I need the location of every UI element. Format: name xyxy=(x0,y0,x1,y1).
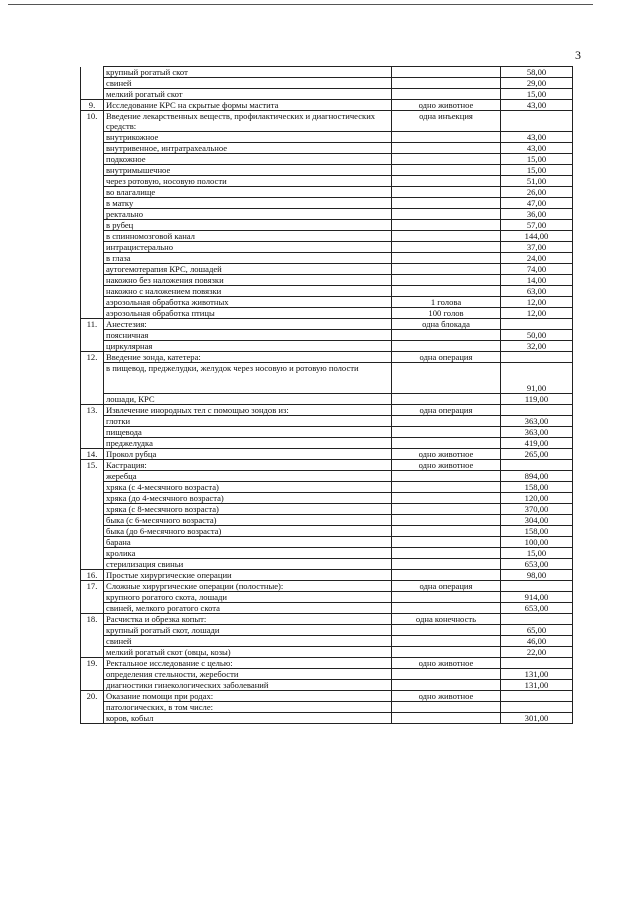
price-value: 914,00 xyxy=(501,592,573,603)
service-name: в рубец xyxy=(104,220,392,231)
service-name: внутривенное, интратрахеальное xyxy=(104,143,392,154)
row-number xyxy=(81,242,104,253)
price-value: 32,00 xyxy=(501,341,573,352)
row-number xyxy=(81,89,104,100)
row-number xyxy=(81,515,104,526)
service-name: диагностики гинекологических заболеваний xyxy=(104,680,392,691)
row-number xyxy=(81,416,104,427)
table-row xyxy=(81,220,573,231)
service-name: патологических, в том числе: xyxy=(104,702,392,713)
service-name: подкожное xyxy=(104,154,392,165)
row-number xyxy=(81,427,104,438)
service-name: Простые хирургические операции xyxy=(104,570,392,581)
service-name: хряка (до 4-месячного возраста) xyxy=(104,493,392,504)
row-number: 11. xyxy=(81,319,104,330)
unit-of-measure xyxy=(392,275,501,286)
unit-of-measure xyxy=(392,427,501,438)
row-number xyxy=(81,275,104,286)
service-name: коров, кобыл xyxy=(104,713,392,724)
price-value: 15,00 xyxy=(501,89,573,100)
unit-of-measure xyxy=(392,548,501,559)
price-value: 43,00 xyxy=(501,100,573,111)
price-value: 65,00 xyxy=(501,625,573,636)
row-number xyxy=(81,493,104,504)
row-number xyxy=(81,220,104,231)
service-name: пищевода xyxy=(104,427,392,438)
price-value: 158,00 xyxy=(501,482,573,493)
service-name: барана xyxy=(104,537,392,548)
table-row xyxy=(81,143,573,154)
row-number xyxy=(81,559,104,570)
table-row xyxy=(81,394,573,405)
row-number xyxy=(81,548,104,559)
service-name: крупного рогатого скота, лошади xyxy=(104,592,392,603)
price-value: 57,00 xyxy=(501,220,573,231)
service-name: Прокол рубца xyxy=(104,449,392,460)
table-row xyxy=(81,286,573,297)
service-name: свиней, мелкого рогатого скота xyxy=(104,603,392,614)
price-value: 15,00 xyxy=(501,548,573,559)
table-row xyxy=(81,67,573,78)
service-name: стерилизация свиньи xyxy=(104,559,392,570)
service-name: кролика xyxy=(104,548,392,559)
service-name: Введение зонда, катетера: xyxy=(104,352,392,363)
unit-of-measure: одна операция xyxy=(392,405,501,416)
service-name: Извлечение инородных тел с помощью зондов из: xyxy=(104,405,392,416)
unit-of-measure xyxy=(392,515,501,526)
row-number: 19. xyxy=(81,658,104,669)
price-value xyxy=(501,658,573,669)
unit-of-measure xyxy=(392,570,501,581)
row-number xyxy=(81,143,104,154)
table-row xyxy=(81,264,573,275)
service-name: хряка (с 8-месячного возраста) xyxy=(104,504,392,515)
table-row xyxy=(81,297,573,308)
service-name: мелкий рогатый скот xyxy=(104,89,392,100)
row-number xyxy=(81,482,104,493)
price-value: 894,00 xyxy=(501,471,573,482)
price-value: 43,00 xyxy=(501,143,573,154)
service-name: быка (до 6-месячного возраста) xyxy=(104,526,392,537)
row-number xyxy=(81,154,104,165)
row-number xyxy=(81,341,104,352)
row-number xyxy=(81,680,104,691)
unit-of-measure xyxy=(392,592,501,603)
unit-of-measure: одно животное xyxy=(392,460,501,471)
unit-of-measure xyxy=(392,89,501,100)
service-name: в спинномозговой канал xyxy=(104,231,392,242)
row-number xyxy=(81,669,104,680)
row-number xyxy=(81,231,104,242)
price-value: 119,00 xyxy=(501,394,573,405)
table-row xyxy=(81,691,573,702)
price-value xyxy=(501,405,573,416)
unit-of-measure xyxy=(392,253,501,264)
unit-of-measure xyxy=(392,438,501,449)
service-name: Ректальное исследование с целью: xyxy=(104,658,392,669)
row-number: 12. xyxy=(81,352,104,363)
price-value xyxy=(501,581,573,592)
row-number xyxy=(81,198,104,209)
unit-of-measure xyxy=(392,416,501,427)
table-row xyxy=(81,548,573,559)
row-number xyxy=(81,308,104,319)
row-number xyxy=(81,438,104,449)
unit-of-measure: одно животное xyxy=(392,691,501,702)
service-name: циркулярная xyxy=(104,341,392,352)
price-value: 144,00 xyxy=(501,231,573,242)
service-name: Оказание помощи при родах: xyxy=(104,691,392,702)
row-number xyxy=(81,647,104,658)
row-number xyxy=(81,165,104,176)
table-row xyxy=(81,658,573,669)
unit-of-measure xyxy=(392,394,501,405)
service-name: Сложные хирургические операции (полостные): xyxy=(104,581,392,592)
price-value: 46,00 xyxy=(501,636,573,647)
table-row xyxy=(81,242,573,253)
price-value xyxy=(501,614,573,625)
price-value: 301,00 xyxy=(501,713,573,724)
unit-of-measure xyxy=(392,187,501,198)
unit-of-measure xyxy=(392,231,501,242)
price-value: 100,00 xyxy=(501,537,573,548)
row-number xyxy=(81,67,104,78)
table-row xyxy=(81,363,573,394)
price-value: 74,00 xyxy=(501,264,573,275)
table-row xyxy=(81,526,573,537)
unit-of-measure: одна конечность xyxy=(392,614,501,625)
row-number xyxy=(81,394,104,405)
table-row xyxy=(81,713,573,724)
table-row xyxy=(81,493,573,504)
service-name: в глаза xyxy=(104,253,392,264)
price-value: 363,00 xyxy=(501,416,573,427)
unit-of-measure xyxy=(392,482,501,493)
unit-of-measure xyxy=(392,526,501,537)
table-row xyxy=(81,319,573,330)
service-name: мелкий рогатый скот (овцы, козы) xyxy=(104,647,392,658)
table-row xyxy=(81,570,573,581)
price-value: 15,00 xyxy=(501,154,573,165)
table-row xyxy=(81,625,573,636)
unit-of-measure: 100 голов xyxy=(392,308,501,319)
table-row xyxy=(81,471,573,482)
table-row xyxy=(81,669,573,680)
row-number xyxy=(81,330,104,341)
unit-of-measure xyxy=(392,702,501,713)
row-number xyxy=(81,363,104,394)
price-value: 12,00 xyxy=(501,297,573,308)
unit-of-measure xyxy=(392,220,501,231)
table-row xyxy=(81,89,573,100)
table-row xyxy=(81,405,573,416)
table-row xyxy=(81,636,573,647)
unit-of-measure xyxy=(392,504,501,515)
service-name: накожно без наложения повязки xyxy=(104,275,392,286)
service-name: через ротовую, носовую полости xyxy=(104,176,392,187)
price-value xyxy=(501,319,573,330)
row-number xyxy=(81,176,104,187)
row-number: 10. xyxy=(81,111,104,132)
table-row xyxy=(81,253,573,264)
service-name: крупный рогатый скот xyxy=(104,67,392,78)
unit-of-measure xyxy=(392,647,501,658)
unit-of-measure xyxy=(392,713,501,724)
price-table xyxy=(80,66,573,724)
unit-of-measure xyxy=(392,537,501,548)
unit-of-measure: одна операция xyxy=(392,352,501,363)
unit-of-measure xyxy=(392,67,501,78)
table-row xyxy=(81,559,573,570)
service-name: аутогемотерапия КРС, лошадей xyxy=(104,264,392,275)
unit-of-measure: одно животное xyxy=(392,658,501,669)
row-number xyxy=(81,592,104,603)
service-name: внутрикожное xyxy=(104,132,392,143)
unit-of-measure xyxy=(392,242,501,253)
service-name: поясничная xyxy=(104,330,392,341)
price-value: 653,00 xyxy=(501,559,573,570)
price-value: 14,00 xyxy=(501,275,573,286)
table-row xyxy=(81,165,573,176)
service-name: крупный рогатый скот, лошади xyxy=(104,625,392,636)
service-name: в пищевод, преджелудки, желудок через носовую и ротовую полости xyxy=(104,363,392,394)
price-value: 304,00 xyxy=(501,515,573,526)
table-row xyxy=(81,416,573,427)
price-value: 91,00 xyxy=(501,363,573,394)
price-value: 36,00 xyxy=(501,209,573,220)
table-row xyxy=(81,352,573,363)
page-number: 3 xyxy=(575,48,581,62)
price-value: 26,00 xyxy=(501,187,573,198)
service-name: аэрозольная обработка животных xyxy=(104,297,392,308)
row-number: 20. xyxy=(81,691,104,702)
row-number xyxy=(81,209,104,220)
row-number xyxy=(81,297,104,308)
service-name: быка (с 6-месячного возраста) xyxy=(104,515,392,526)
service-name: жеребца xyxy=(104,471,392,482)
table-row xyxy=(81,581,573,592)
unit-of-measure xyxy=(392,341,501,352)
table-row xyxy=(81,515,573,526)
table-row xyxy=(81,187,573,198)
unit-of-measure xyxy=(392,559,501,570)
table-row xyxy=(81,449,573,460)
service-name: преджелудка xyxy=(104,438,392,449)
price-value: 15,00 xyxy=(501,165,573,176)
table-row xyxy=(81,198,573,209)
row-number xyxy=(81,702,104,713)
unit-of-measure xyxy=(392,625,501,636)
row-number: 16. xyxy=(81,570,104,581)
service-name: Исследование КРС на скрытые формы мастита xyxy=(104,100,392,111)
row-number xyxy=(81,504,104,515)
row-number: 17. xyxy=(81,581,104,592)
service-name: Кастрация: xyxy=(104,460,392,471)
price-value: 12,00 xyxy=(501,308,573,319)
table-row xyxy=(81,647,573,658)
price-value: 63,00 xyxy=(501,286,573,297)
row-number xyxy=(81,187,104,198)
table-row xyxy=(81,231,573,242)
price-value: 120,00 xyxy=(501,493,573,504)
row-number xyxy=(81,78,104,89)
price-value: 265,00 xyxy=(501,449,573,460)
price-value: 158,00 xyxy=(501,526,573,537)
unit-of-measure: одна блокада xyxy=(392,319,501,330)
row-number xyxy=(81,264,104,275)
unit-of-measure xyxy=(392,363,501,394)
service-name: в матку xyxy=(104,198,392,209)
price-value xyxy=(501,352,573,363)
row-number xyxy=(81,636,104,647)
service-name: Расчистка и обрезка копыт: xyxy=(104,614,392,625)
row-number xyxy=(81,471,104,482)
table-row xyxy=(81,176,573,187)
service-name: свиней xyxy=(104,78,392,89)
unit-of-measure xyxy=(392,493,501,504)
row-number xyxy=(81,132,104,143)
table-row xyxy=(81,504,573,515)
row-number xyxy=(81,253,104,264)
price-value xyxy=(501,460,573,471)
unit-of-measure xyxy=(392,680,501,691)
price-value: 363,00 xyxy=(501,427,573,438)
unit-of-measure xyxy=(392,636,501,647)
unit-of-measure xyxy=(392,176,501,187)
table-row xyxy=(81,614,573,625)
price-value: 22,00 xyxy=(501,647,573,658)
row-number xyxy=(81,625,104,636)
service-name: определения стельности, жеребости xyxy=(104,669,392,680)
unit-of-measure xyxy=(392,471,501,482)
unit-of-measure: одно животное xyxy=(392,100,501,111)
service-name: лошади, КРС xyxy=(104,394,392,405)
table-row xyxy=(81,330,573,341)
table-row xyxy=(81,702,573,713)
table-row xyxy=(81,275,573,286)
table-row xyxy=(81,438,573,449)
price-value: 24,00 xyxy=(501,253,573,264)
unit-of-measure xyxy=(392,132,501,143)
top-rule xyxy=(8,4,593,5)
unit-of-measure xyxy=(392,264,501,275)
table-row xyxy=(81,603,573,614)
table-row xyxy=(81,482,573,493)
row-number xyxy=(81,713,104,724)
unit-of-measure xyxy=(392,286,501,297)
unit-of-measure xyxy=(392,198,501,209)
price-value: 29,00 xyxy=(501,78,573,89)
unit-of-measure xyxy=(392,78,501,89)
table-row xyxy=(81,132,573,143)
row-number xyxy=(81,286,104,297)
row-number xyxy=(81,537,104,548)
service-name: хряка (с 4-месячного возраста) xyxy=(104,482,392,493)
price-value xyxy=(501,702,573,713)
table-row xyxy=(81,537,573,548)
row-number xyxy=(81,603,104,614)
unit-of-measure xyxy=(392,603,501,614)
unit-of-measure: одна инъекция xyxy=(392,111,501,132)
table-row xyxy=(81,100,573,111)
price-value xyxy=(501,691,573,702)
unit-of-measure xyxy=(392,209,501,220)
price-value: 43,00 xyxy=(501,132,573,143)
table-row xyxy=(81,78,573,89)
unit-of-measure xyxy=(392,165,501,176)
service-name: внутримышечное xyxy=(104,165,392,176)
row-number: 13. xyxy=(81,405,104,416)
row-number: 9. xyxy=(81,100,104,111)
price-value xyxy=(501,111,573,132)
table-row xyxy=(81,460,573,471)
unit-of-measure xyxy=(392,669,501,680)
price-value: 370,00 xyxy=(501,504,573,515)
price-value: 50,00 xyxy=(501,330,573,341)
price-value: 131,00 xyxy=(501,680,573,691)
unit-of-measure xyxy=(392,143,501,154)
row-number: 14. xyxy=(81,449,104,460)
table-row xyxy=(81,111,573,132)
service-name: интрацистерально xyxy=(104,242,392,253)
price-value: 98,00 xyxy=(501,570,573,581)
unit-of-measure xyxy=(392,330,501,341)
table-row xyxy=(81,341,573,352)
table-row xyxy=(81,308,573,319)
service-name: Введение лекарственных веществ, профилактических и диагностических средств: xyxy=(104,111,392,132)
price-value: 58,00 xyxy=(501,67,573,78)
service-name: глотки xyxy=(104,416,392,427)
table-row xyxy=(81,154,573,165)
service-name: Анестезия: xyxy=(104,319,392,330)
service-name: аэрозольная обработка птицы xyxy=(104,308,392,319)
table-row xyxy=(81,680,573,691)
unit-of-measure: одно животное xyxy=(392,449,501,460)
price-value: 37,00 xyxy=(501,242,573,253)
table-row xyxy=(81,427,573,438)
table-row xyxy=(81,592,573,603)
price-value: 419,00 xyxy=(501,438,573,449)
price-value: 131,00 xyxy=(501,669,573,680)
table-row xyxy=(81,209,573,220)
service-name: ректально xyxy=(104,209,392,220)
row-number xyxy=(81,526,104,537)
row-number: 15. xyxy=(81,460,104,471)
price-value: 51,00 xyxy=(501,176,573,187)
price-value: 653,00 xyxy=(501,603,573,614)
price-value: 47,00 xyxy=(501,198,573,209)
service-name: во влагалище xyxy=(104,187,392,198)
unit-of-measure: одна операция xyxy=(392,581,501,592)
row-number: 18. xyxy=(81,614,104,625)
unit-of-measure xyxy=(392,154,501,165)
service-name: накожно с наложением повязки xyxy=(104,286,392,297)
service-name: свиней xyxy=(104,636,392,647)
unit-of-measure: 1 голова xyxy=(392,297,501,308)
